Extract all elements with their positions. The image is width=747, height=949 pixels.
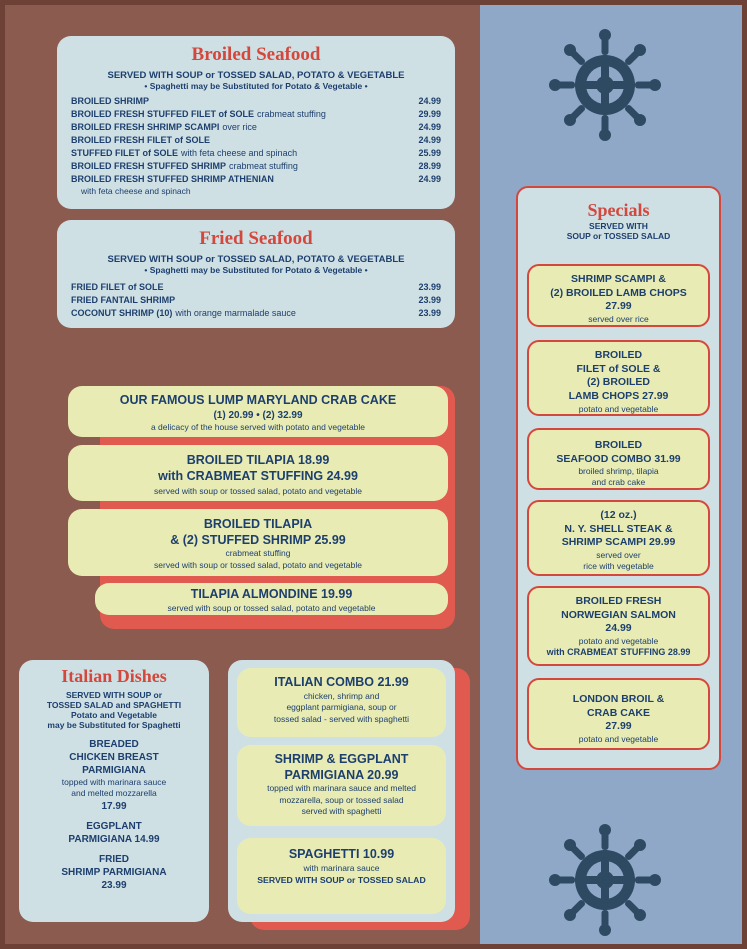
card-title: ITALIAN COMBO 21.99 [274,675,409,689]
feature-subtitle: & (2) STUFFED SHRIMP 25.99 [170,532,346,547]
italian-subhead-3: Potato and Vegetable [71,710,157,720]
item-name: BROILED SHRIMP [71,96,150,106]
card-title-2: (2) BROILED LAMB CHOPS [550,286,687,299]
menu-item [71,294,441,307]
card-desc-3: tossed salad - served with spaghetti [273,713,410,724]
ship-wheel-icon [545,820,665,940]
feature-card-broiled-tilapia [68,445,448,501]
card-title: SPAGHETTI 10.99 [288,847,395,861]
italian-subhead-1: SERVED WITH SOUP or [65,690,163,700]
item-price: 17.99 [101,800,127,812]
item-name: BROILED FRESH FILET of SOLE [71,135,210,146]
feature-card-tilapia-almondine [95,583,448,615]
menu-item [71,134,441,147]
item-price: 24.99 [418,96,441,106]
card-title-4: LAMB CHOPS 27.99 [568,389,669,402]
broiled-seafood-subhead: SERVED WITH SOUP or TOSSED SALAD, POTATO & VEGETABLE [107,70,405,81]
item-price: 25.99 [418,148,441,159]
item-name: FRIED FANTAIL SHRIMP [71,295,176,306]
item-desc: crabmeat stuffing [229,161,298,172]
item-name: COCONUT SHRIMP (10) [71,308,173,319]
card-title-2: FILET of SOLE & [576,362,661,375]
special-card-seafood-combo [527,428,710,490]
card-desc-1: potato and vegetable [578,733,659,744]
item-price: 24.99 [418,174,441,185]
card-desc-1: potato and vegetable [578,403,659,414]
card-title-1: (12 oz.) [600,509,637,521]
card-desc-2: eggplant parmigiana, soup or [286,702,397,713]
card-title-2: CRAB CAKE [587,706,650,719]
item-price: 23.99 [418,282,441,292]
card-title-2: SEAFOOD COMBO 31.99 [556,452,681,465]
card-desc-1: served over rice [588,313,649,324]
feature-title: OUR FAMOUS LUMP MARYLAND CRAB CAKE [119,393,397,407]
special-card-shell-steak-scampi [527,500,710,576]
special-card-london-broil-crab-cake [527,678,710,750]
card-desc-1: broiled shrimp, tilapia [578,466,659,477]
item-name: BROILED FRESH STUFFED FILET of SOLE [71,109,254,120]
item-name-line1: FRIED [99,853,129,865]
card-desc-2: rice with vegetable [583,560,654,571]
card-desc-2: and crab cake [591,477,646,488]
item-desc: crabmeat stuffing [257,109,326,120]
specials-subhead-1: SERVED WITH [589,221,648,231]
item-price: 28.99 [418,161,441,172]
italian-card-combo [237,668,446,737]
item-name-line1: EGGPLANT [86,820,142,832]
card-title-1: SHRIMP & EGGPLANT [274,752,409,766]
feature-desc-2: served with soup or tossed salad, potato and vegetable [154,559,362,570]
menu-item [29,738,199,813]
card-title-2: PARMIGIANA 20.99 [284,767,399,782]
card-title-1: BROILED FRESH [575,595,662,607]
card-bold-line: SERVED WITH SOUP or TOSSED SALAD [257,875,426,886]
item-name-line1: BREADED [89,739,139,750]
card-title-3: 27.99 [605,720,632,733]
card-desc-1: potato and vegetable [578,635,659,646]
item-desc: with orange marmalade sauce [175,308,296,319]
item-name-line3: PARMIGIANA [82,765,146,776]
item-name-line2: PARMIGIANA 14.99 [68,833,160,845]
card-title-1: BROILED [594,439,643,451]
italian-subhead-4: may be Substituted for Spaghetti [47,720,181,730]
fried-seafood-subhead: SERVED WITH SOUP or TOSSED SALAD, POTATO & VEGETABLE [107,254,405,265]
feature-title: BROILED TILAPIA [203,517,313,531]
page-border-left [0,0,5,949]
italian-dishes-section [19,660,209,922]
italian-card-shrimp-eggplant [237,745,446,826]
feature-desc: a delicacy of the house served with potato and vegetable [150,421,366,432]
feature-desc: crabmeat stuffing [225,548,291,559]
card-desc-1: chicken, shrimp and [303,690,380,701]
card-title-2: NORWEGIAN SALMON [561,608,676,621]
card-title-1: LONDON BROIL & [572,693,665,705]
card-title-3: 24.99 [605,622,632,635]
card-title-3: (2) BROILED [587,376,650,389]
card-desc-2: mozzarella, soup or tossed salad [279,794,404,805]
broiled-seafood-title: Broiled Seafood [191,44,321,65]
feature-title: TILAPIA ALMONDINE 19.99 [190,587,353,601]
card-title-1: SHRIMP SCAMPI & [571,273,666,285]
item-name: BROILED FRESH SHRIMP SCAMPI [71,122,220,133]
feature-card-crab-cake [68,386,448,437]
item-name: BROILED FRESH STUFFED SHRIMP ATHENIAN [71,174,274,185]
menu-item [71,160,441,173]
fried-seafood-subhead2: • Spaghetti may be Substituted for Potato & Vegetable • [144,265,368,275]
card-desc-1: served over [596,549,641,560]
item-desc: with feta cheese and spinach [181,148,298,159]
item-name: BROILED FRESH STUFFED SHRIMP [71,161,227,172]
special-card-sole-lamb-chops [527,340,710,416]
menu-item [71,173,441,186]
card-desc-1: with marinara sauce [303,862,380,873]
menu-item [71,147,441,160]
item-price: 29.99 [418,109,441,120]
card-title-1: BROILED [594,349,643,361]
menu-item [29,853,199,892]
special-card-norwegian-salmon [527,586,710,666]
card-title-2: N. Y. SHELL STEAK & [564,522,673,535]
specials-title: Specials [587,200,650,220]
item-price: 23.99 [418,308,441,319]
card-desc-3: served with spaghetti [301,806,382,817]
page-border-top [0,0,747,5]
card-bold-line: with CRABMEAT STUFFING 28.99 [546,646,691,657]
special-card-shrimp-scampi-lamb [527,264,710,327]
item-desc-line1: topped with marinara sauce [61,777,167,787]
menu-item [71,108,441,121]
specials-header [516,200,721,241]
page-border-right [742,0,747,949]
card-title-3: SHRIMP SCAMPI 29.99 [561,536,676,549]
ship-wheel-icon [545,25,665,145]
fried-seafood-title: Fried Seafood [199,228,313,249]
menu-item [29,820,199,846]
item-name-line2: CHICKEN BREAST [69,752,159,763]
item-desc: with feta cheese and spinach [81,186,191,197]
item-price: 23.99 [418,295,441,306]
broiled-seafood-section [57,36,455,209]
italian-dishes-title: Italian Dishes [61,666,167,686]
italian-subhead-2: TOSSED SALAD and SPAGHETTI [46,700,182,710]
item-name: STUFFED FILET of SOLE [71,148,178,159]
item-name-line2: SHRIMP PARMIGIANA [61,866,167,878]
feature-subtitle: with CRABMEAT STUFFING 24.99 [158,468,358,483]
menu-item [71,95,441,108]
item-desc-line2: and melted mozzarella [71,788,157,799]
feature-desc: served with soup or tossed salad, potato and vegetable [154,486,362,497]
specials-subhead-2: SOUP or TOSSED SALAD [566,231,671,241]
menu-item [71,281,441,294]
broiled-seafood-subhead2: • Spaghetti may be Substituted for Potato & Vegetable • [144,81,368,91]
fried-seafood-section [57,220,455,328]
page-border-bottom [0,944,747,949]
menu-item [71,307,441,320]
item-price: 23.99 [101,879,127,891]
item-name: FRIED FILET of SOLE [71,282,164,292]
item-desc: over rice [222,122,257,133]
feature-card-tilapia-stuffed-shrimp [68,509,448,576]
item-price: 24.99 [418,135,441,146]
feature-title: BROILED TILAPIA 18.99 [186,453,330,467]
card-desc-1: topped with marinara sauce and melted [267,783,416,794]
item-price: 24.99 [418,122,441,133]
feature-price: (1) 20.99 • (2) 32.99 [213,409,303,421]
feature-desc: served with soup or tossed salad, potato and vegetable [167,602,376,613]
menu-item [71,121,441,134]
italian-card-spaghetti [237,838,446,914]
card-title-3: 27.99 [605,300,632,313]
